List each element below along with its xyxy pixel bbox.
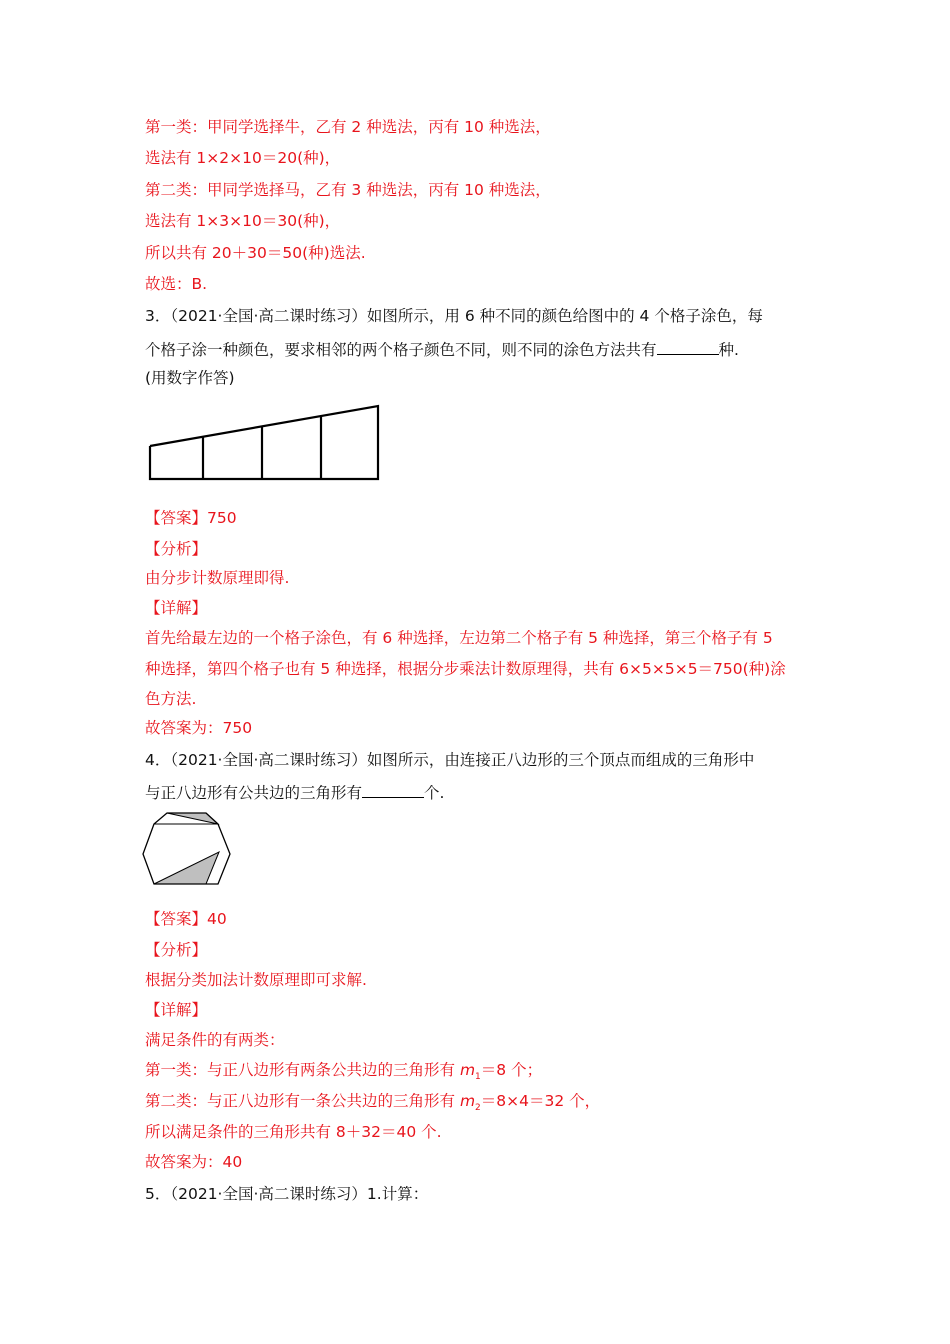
question-4-text-part: 与正八边形有公共边的三角形有 [145, 784, 363, 802]
solution-line: 所以共有 20＋30＝50(种)选法. [145, 244, 366, 262]
answer-blank [657, 340, 719, 355]
subscript: 2 [475, 1103, 481, 1114]
answer-label: 【答案】750 [145, 509, 237, 527]
question-3-text-part: 个格子涂一种颜色，要求相邻的两个格子颜色不同，则不同的涂色方法共有 [145, 341, 657, 359]
shaded-triangle-bottom [154, 852, 219, 884]
analysis-text: 根据分类加法计数原理即可求解. [145, 971, 367, 989]
question-4-text-cont [145, 783, 444, 803]
question-4-text-part: 个. [424, 784, 445, 802]
solution-line: 第二类：甲同学选择马，乙有 3 种选法，丙有 10 种选法， [145, 181, 551, 199]
question-3-note: (用数字作答) [145, 369, 235, 387]
analysis-label: 【分析】 [145, 941, 208, 959]
analysis-text: 由分步计数原理即得. [145, 569, 290, 587]
detail-label: 【详解】 [145, 599, 208, 617]
detail-text-part: ＝8 个； [480, 1061, 543, 1079]
solution-line: 选法有 1×2×10＝20(种)， [145, 149, 341, 167]
detail-text-part: 第一类：与正八边形有两条公共边的三角形有 [145, 1061, 460, 1079]
detail-text-part: ＝8×4＝32 个， [480, 1092, 601, 1110]
detail-text: 色方法. [145, 690, 197, 708]
detail-text: 满足条件的有两类： [145, 1031, 285, 1049]
detail-text [145, 1060, 542, 1087]
detail-text: 种选择，第四个格子也有 5 种选择，根据分步乘法计数原理得，共有 6×5×5×5＝750(种)涂 [145, 660, 786, 678]
question-3-text: 3．（2021·全国·高二课时练习）如图所示，用 6 种不同的颜色给图中的 4 个格子涂色，每 [145, 307, 763, 325]
answer-label: 【答案】40 [145, 910, 227, 928]
analysis-label: 【分析】 [145, 540, 208, 558]
grid-outline [150, 406, 378, 479]
question-5-text: 5．（2021·全国·高二课时练习）1.计算： [145, 1185, 429, 1203]
question-4-text: 4．（2021·全国·高二课时练习）如图所示，由连接正八边形的三个顶点而组成的三角形中 [145, 751, 755, 769]
subscript: 1 [475, 1072, 481, 1083]
detail-text: 首先给最左边的一个格子涂色，有 6 种选择，左边第二个格子有 5 种选择，第三个格子有 5 [145, 629, 773, 647]
final-answer: 故答案为：40 [145, 1153, 243, 1171]
solution-line: 故选：B. [145, 275, 208, 293]
answer-blank [362, 783, 424, 798]
octagon-figure [138, 808, 238, 898]
solution-line: 选法有 1×3×10＝30(种)， [145, 212, 341, 230]
detail-text: 所以满足条件的三角形共有 8＋32＝40 个. [145, 1123, 442, 1141]
detail-label: 【详解】 [145, 1001, 208, 1019]
grid-figure [140, 398, 390, 488]
solution-line: 第一类：甲同学选择牛，乙有 2 种选法，丙有 10 种选法， [145, 118, 551, 136]
detail-text [145, 1091, 600, 1118]
question-3-text-part: 种. [718, 341, 739, 359]
final-answer: 故答案为：750 [145, 719, 253, 737]
variable-m: m [459, 1092, 476, 1110]
detail-text-part: 第二类：与正八边形有一条公共边的三角形有 [145, 1092, 460, 1110]
question-3-text-cont [145, 340, 739, 360]
shaded-triangle-top [167, 813, 218, 824]
variable-m: m [459, 1061, 476, 1079]
